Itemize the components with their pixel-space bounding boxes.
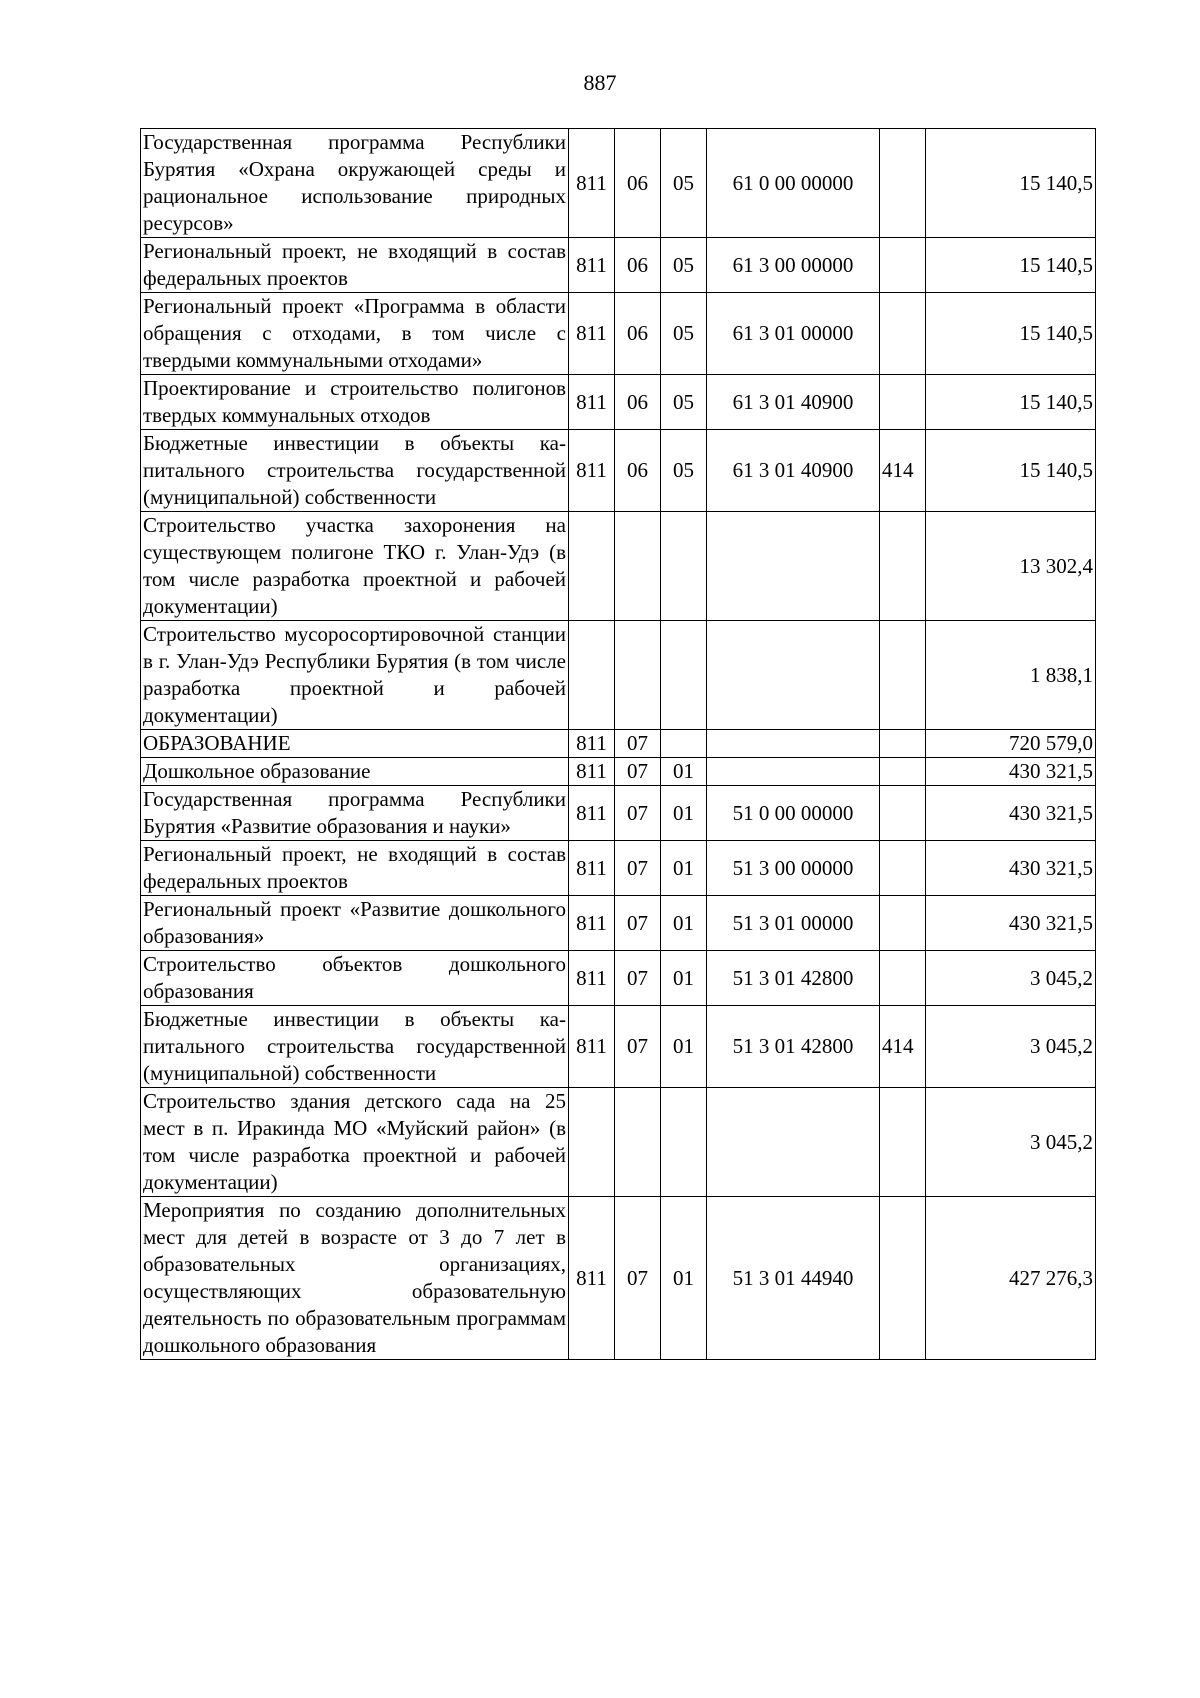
cell-amount: 15 140,5: [926, 238, 1096, 293]
cell-ved-code: 811: [569, 1197, 615, 1360]
cell-amount: 13 302,4: [926, 512, 1096, 621]
cell-expense-type-code: [880, 1088, 926, 1197]
cell-target-article-code: 61 3 00 00000: [707, 238, 880, 293]
table-row: [141, 951, 1096, 1006]
cell-ved-code: 811: [569, 238, 615, 293]
cell-subsection-code: 01: [661, 896, 707, 951]
cell-section-code: 07: [615, 730, 661, 758]
cell-expense-type-code: [880, 1197, 926, 1360]
cell-section-code: 07: [615, 1197, 661, 1360]
cell-section-code: 06: [615, 238, 661, 293]
cell-name: Дошкольное образование: [141, 758, 569, 786]
cell-subsection-code: [661, 730, 707, 758]
cell-amount: 3 045,2: [926, 1006, 1096, 1088]
cell-expense-type-code: [880, 896, 926, 951]
cell-expense-type-code: [880, 512, 926, 621]
cell-target-article-code: 51 3 01 42800: [707, 951, 880, 1006]
table-row: [141, 730, 1096, 758]
table-row: [141, 758, 1096, 786]
cell-section-code: 07: [615, 896, 661, 951]
cell-subsection-code: [661, 1088, 707, 1197]
cell-subsection-code: [661, 621, 707, 730]
cell-section-code: 07: [615, 841, 661, 896]
cell-amount: 430 321,5: [926, 896, 1096, 951]
cell-amount: 3 045,2: [926, 1088, 1096, 1197]
cell-subsection-code: 01: [661, 1197, 707, 1360]
cell-ved-code: 811: [569, 129, 615, 238]
cell-section-code: 06: [615, 430, 661, 512]
cell-expense-type-code: [880, 841, 926, 896]
table-row: [141, 430, 1096, 512]
cell-name: Государственная программа Республики Бурятия «Развитие образования и науки»: [141, 786, 569, 841]
cell-name: ОБРАЗОВАНИЕ: [141, 730, 569, 758]
cell-subsection-code: 05: [661, 129, 707, 238]
cell-amount: 720 579,0: [926, 730, 1096, 758]
cell-target-article-code: [707, 512, 880, 621]
cell-amount: 15 140,5: [926, 129, 1096, 238]
cell-target-article-code: 51 0 00 00000: [707, 786, 880, 841]
cell-ved-code: 811: [569, 293, 615, 375]
cell-expense-type-code: 414: [880, 1006, 926, 1088]
cell-target-article-code: 61 3 01 40900: [707, 430, 880, 512]
cell-expense-type-code: [880, 786, 926, 841]
cell-target-article-code: 51 3 00 00000: [707, 841, 880, 896]
cell-target-article-code: 51 3 01 44940: [707, 1197, 880, 1360]
cell-expense-type-code: [880, 238, 926, 293]
table-row: [141, 512, 1096, 621]
table-row: [141, 1197, 1096, 1360]
cell-expense-type-code: [880, 293, 926, 375]
cell-name: Региональный проект «Программа в области обращения с отходами, в том числе с твердыми коммунальными отходами»: [141, 293, 569, 375]
cell-section-code: [615, 1088, 661, 1197]
cell-target-article-code: 61 3 01 00000: [707, 293, 880, 375]
cell-amount: 1 838,1: [926, 621, 1096, 730]
cell-section-code: 06: [615, 293, 661, 375]
cell-section-code: 07: [615, 951, 661, 1006]
cell-section-code: 06: [615, 375, 661, 430]
cell-name: Строительство участка захоронения на существующем полигоне ТКО г. Улан-Удэ (в том числе разработка проектной и рабочей документации): [141, 512, 569, 621]
cell-target-article-code: 61 3 01 40900: [707, 375, 880, 430]
cell-section-code: [615, 512, 661, 621]
page-number: 887: [583, 70, 617, 95]
cell-ved-code: 811: [569, 430, 615, 512]
cell-ved-code: 811: [569, 841, 615, 896]
cell-expense-type-code: [880, 621, 926, 730]
cell-section-code: 06: [615, 129, 661, 238]
cell-name: Региональный проект, не входящий в состав федеральных проектов: [141, 841, 569, 896]
cell-expense-type-code: [880, 730, 926, 758]
cell-target-article-code: 61 0 00 00000: [707, 129, 880, 238]
cell-subsection-code: 05: [661, 430, 707, 512]
cell-expense-type-code: [880, 951, 926, 1006]
cell-subsection-code: 01: [661, 841, 707, 896]
cell-subsection-code: 05: [661, 238, 707, 293]
cell-section-code: [615, 621, 661, 730]
cell-section-code: 07: [615, 1006, 661, 1088]
table-row: [141, 786, 1096, 841]
table-row: [141, 841, 1096, 896]
cell-target-article-code: [707, 730, 880, 758]
cell-name: Региональный проект, не входящий в состав федеральных проектов: [141, 238, 569, 293]
cell-amount: 15 140,5: [926, 375, 1096, 430]
cell-target-article-code: [707, 621, 880, 730]
cell-amount: 430 321,5: [926, 841, 1096, 896]
cell-amount: 3 045,2: [926, 951, 1096, 1006]
cell-ved-code: 811: [569, 730, 615, 758]
cell-name: Бюджетные инвестиции в объекты капитального строительства государственной (муниципальной) собственности: [141, 430, 569, 512]
cell-amount: 427 276,3: [926, 1197, 1096, 1360]
cell-ved-code: [569, 512, 615, 621]
cell-ved-code: 811: [569, 758, 615, 786]
cell-name: Мероприятия по созданию дополнительных мест для детей в возрасте от 3 до 7 лет в образовательных организациях, осуществляющих образовательную деятельность по образовательным программам дошкольного образования: [141, 1197, 569, 1360]
cell-ved-code: 811: [569, 786, 615, 841]
cell-expense-type-code: 414: [880, 430, 926, 512]
cell-expense-type-code: [880, 375, 926, 430]
budget-table: [140, 128, 1096, 1360]
cell-target-article-code: [707, 758, 880, 786]
cell-name: Строительство мусоросортировочной станции в г. Улан-Удэ Республики Бурятия (в том числе разработка проектной и рабочей документации): [141, 621, 569, 730]
cell-subsection-code: 05: [661, 293, 707, 375]
cell-subsection-code: 01: [661, 1006, 707, 1088]
table-row: [141, 621, 1096, 730]
cell-ved-code: [569, 621, 615, 730]
table-row: [141, 293, 1096, 375]
cell-subsection-code: 05: [661, 375, 707, 430]
cell-ved-code: [569, 1088, 615, 1197]
cell-name: Бюджетные инвестиции в объекты капитального строительства государственной (муниципальной) собственности: [141, 1006, 569, 1088]
table-row: [141, 1006, 1096, 1088]
cell-amount: 430 321,5: [926, 786, 1096, 841]
table-row: [141, 238, 1096, 293]
cell-name: Региональный проект «Развитие дошкольного образования»: [141, 896, 569, 951]
cell-amount: 430 321,5: [926, 758, 1096, 786]
cell-name: Строительство объектов дошкольного образования: [141, 951, 569, 1006]
table-row: [141, 129, 1096, 238]
cell-section-code: 07: [615, 758, 661, 786]
cell-target-article-code: [707, 1088, 880, 1197]
cell-subsection-code: 01: [661, 951, 707, 1006]
cell-target-article-code: 51 3 01 00000: [707, 896, 880, 951]
cell-ved-code: 811: [569, 896, 615, 951]
cell-ved-code: 811: [569, 1006, 615, 1088]
cell-expense-type-code: [880, 758, 926, 786]
cell-subsection-code: 01: [661, 786, 707, 841]
cell-name: Проектирование и строительство полигонов твердых коммунальных отходов: [141, 375, 569, 430]
table-row: [141, 896, 1096, 951]
cell-section-code: 07: [615, 786, 661, 841]
cell-name: Государственная программа Республики Бурятия «Охрана окружающей среды и рациональное использование природных ресурсов»: [141, 129, 569, 238]
cell-ved-code: 811: [569, 951, 615, 1006]
table-row: [141, 375, 1096, 430]
cell-name: Строительство здания детского сада на 25 мест в п. Иракинда МО «Муйский район» (в том числе разработка проектной и рабочей документации): [141, 1088, 569, 1197]
table-row: [141, 1088, 1096, 1197]
cell-ved-code: 811: [569, 375, 615, 430]
cell-amount: 15 140,5: [926, 430, 1096, 512]
cell-expense-type-code: [880, 129, 926, 238]
cell-subsection-code: [661, 512, 707, 621]
cell-subsection-code: 01: [661, 758, 707, 786]
cell-target-article-code: 51 3 01 42800: [707, 1006, 880, 1088]
cell-amount: 15 140,5: [926, 293, 1096, 375]
